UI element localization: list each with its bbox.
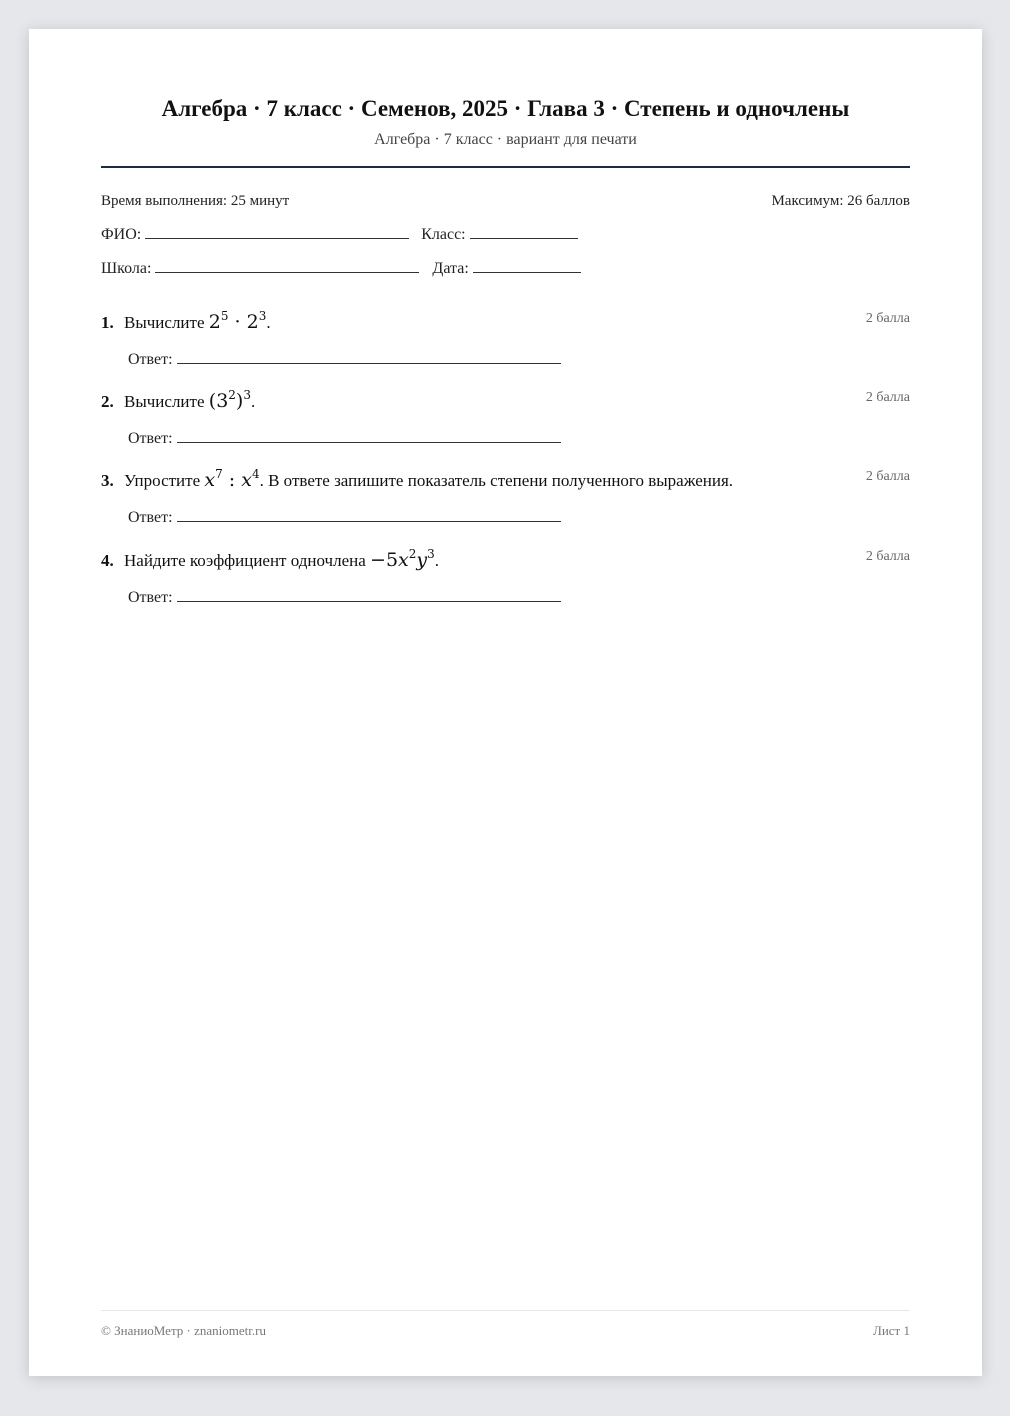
meta-row (101, 193, 910, 210)
answer-row (128, 507, 561, 527)
name-class-row (101, 224, 910, 244)
answer-label: Ответ: (128, 509, 173, 526)
answer-label: Ответ: (128, 589, 173, 606)
task-text: Вычислите (124, 313, 205, 332)
math-expression: $2^5 \cdot 2^3$ (208, 309, 267, 333)
task-statement: Вычислите $(3^2)^3$. (124, 388, 256, 412)
task-2 (101, 388, 910, 447)
math-expression: $(3^2)^3$ (208, 388, 251, 412)
date-label: Дата: (432, 260, 469, 277)
class-field[interactable] (470, 224, 578, 239)
task-text: Вычислите (124, 392, 205, 411)
task-points: 2 балла (865, 469, 910, 484)
answer-field[interactable] (177, 428, 561, 443)
answer-row (128, 587, 561, 607)
answer-label: Ответ: (128, 351, 173, 368)
page-footer (101, 1323, 910, 1339)
task-number: 1. (101, 313, 114, 332)
answer-row (128, 428, 561, 448)
answer-label: Ответ: (128, 430, 173, 447)
task-text-continued: . В ответе запишите показатель степени полученного выражения. (259, 471, 734, 490)
class-label: Класс: (421, 226, 466, 243)
task-text: Упростите (124, 471, 201, 490)
page-title: Алгебра · 7 класс · Семенов, 2025 · Глава 3 · Степень и одночлены (161, 96, 850, 121)
task-3 (101, 467, 910, 526)
footer-copyright: © ЗнаниоМетр · znaniometr.ru (101, 1323, 266, 1338)
date-field[interactable] (473, 258, 581, 273)
answer-field[interactable] (177, 587, 561, 602)
math-expression: $-5x^2y^3$ (370, 547, 435, 571)
answer-row (128, 349, 561, 369)
task-points: 2 балла (865, 390, 910, 405)
page-subtitle: Алгебра · 7 класс · вариант для печати (374, 131, 637, 148)
task-number: 3. (101, 471, 114, 490)
worksheet-page (29, 29, 982, 1376)
task-points: 2 балла (865, 549, 910, 564)
footer-divider (101, 1310, 910, 1311)
school-date-row (101, 258, 910, 278)
task-statement (124, 467, 910, 491)
max-score: Максимум: 26 баллов (771, 193, 910, 209)
school-field[interactable] (155, 258, 419, 273)
answer-field[interactable] (177, 349, 561, 364)
task-statement: Вычислите $2^5 \cdot 2^3$. (124, 309, 271, 333)
time-limit: Время выполнения: 25 минут (101, 193, 290, 209)
task-4 (101, 547, 910, 606)
task-number: 4. (101, 551, 114, 570)
task-1 (101, 309, 910, 368)
task-points: 2 балла (865, 311, 910, 326)
name-label: ФИО: (101, 226, 142, 243)
sheet-number: Лист 1 (873, 1323, 910, 1338)
name-field[interactable] (145, 224, 409, 239)
task-text: Найдите коэффициент одночлена (124, 551, 366, 570)
school-label: Школа: (101, 260, 152, 277)
task-number: 2. (101, 392, 114, 411)
header-divider (101, 166, 910, 168)
math-expression: $x^7$ : $x^4$ (204, 467, 260, 491)
task-statement: Найдите коэффициент одночлена $-5x^2y^3$. (124, 547, 440, 571)
answer-field[interactable] (177, 507, 561, 522)
